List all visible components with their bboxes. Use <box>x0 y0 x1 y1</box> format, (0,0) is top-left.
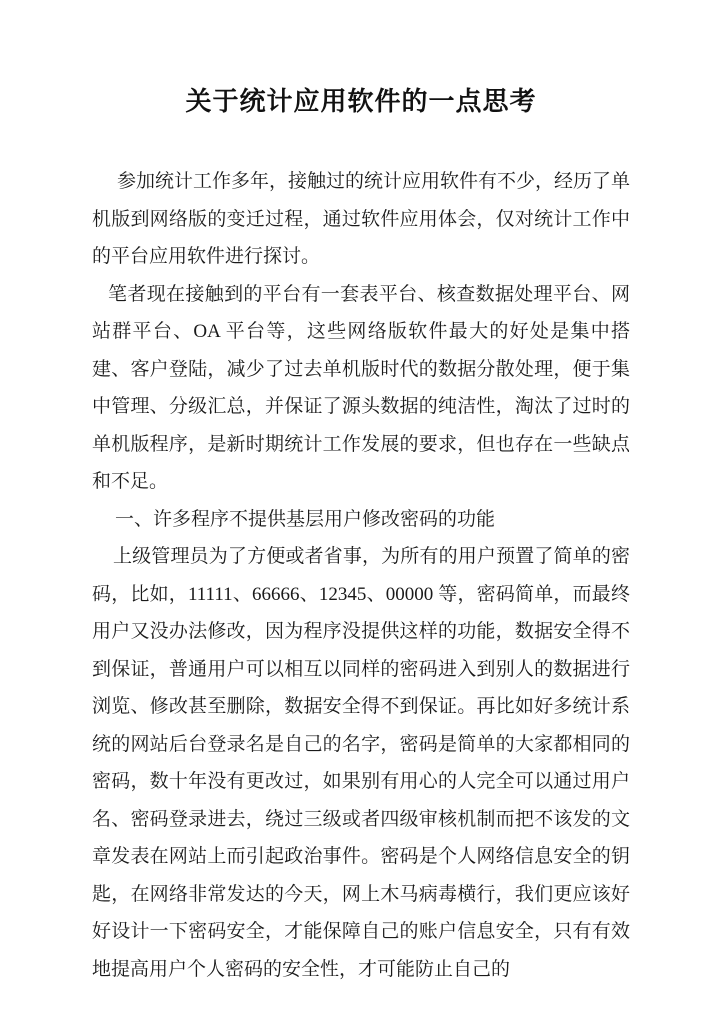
document-body <box>92 163 630 988</box>
document-title: 关于统计应用软件的一点思考 <box>185 87 537 116</box>
paragraph-platforms: 笔者现在接触到的平台有一套表平台、核查数据处理平台、网站群平台、OA 平台等，这些网络版软件最大的好处是集中搭建、客户登陆，减少了过去单机版时代的数据分散处理，便于集中管理、分级汇总，并保证了源头数据的纯洁性，淘汰了过时的单机版程序，是新时期统计工作发展的要求，但也存在一些缺点和不足。 <box>92 283 630 492</box>
paragraph-password-detail: 上级管理员为了方便或者省事，为所有的用户预置了简单的密码，比如，11111、66666、12345、00000 等，密码简单，而最终用户又没办法修改，因为程序没提供这样的功能，数据安全得不到保证，普通用户可以相互以同样的密码进入到别人的数据进行浏览、修改甚至删除，数据安全得不到保证。再比如好多统计系统的网站后台登录名是自己的名字，密码是简单的大家都相同的密码，数十年没有更改过，如果别有用心的人完全可以通过用户名、密码登录进去，绕过三级或者四级审核机制而把不该发的文章发表在网站上而引起政治事件。密码是个人网络信息安全的钥匙，在网络非常发达的今天，网上木马病毒横行，我们更应该好好设计一下密码安全，才能保障自己的账户信息安全，只有有效地提高用户个人密码的安全性，才可能防止自己的 <box>92 546 630 980</box>
section-heading-password: 一、许多程序不提供基层用户修改密码的功能 <box>115 508 496 530</box>
paragraph-intro: 参加统计工作多年，接触过的统计应用软件有不少，经历了单机版到网络版的变迁过程，通过软件应用体会，仅对统计工作中的平台应用软件进行探讨。 <box>92 171 631 267</box>
